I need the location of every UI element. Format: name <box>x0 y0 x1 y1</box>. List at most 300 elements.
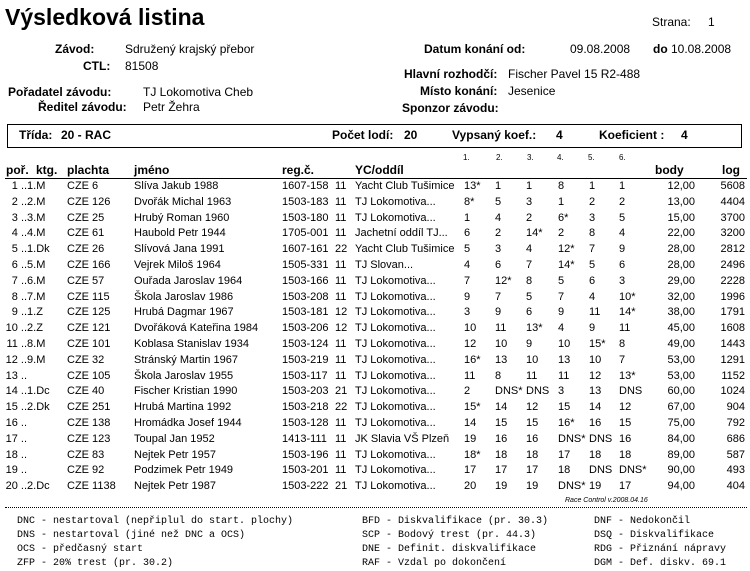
col-log: log <box>722 163 740 177</box>
cell-plachta: CZE 26 <box>67 243 105 256</box>
cell-por: 19 . <box>5 464 24 477</box>
cell-race-6: 4 <box>619 227 626 240</box>
cell-race-5: 10 <box>589 353 602 366</box>
cell-yc: Yacht Club Tušimice <box>355 180 455 192</box>
table-row <box>0 370 750 387</box>
cell-plachta: CZE 6 <box>67 180 99 192</box>
cell-race-4: 5 <box>558 274 565 287</box>
table-row <box>0 212 750 229</box>
cell-jmeno: Podzimek Petr 1949 <box>134 464 234 477</box>
cell-race-1: 1 <box>464 211 471 224</box>
cell-body: 84,00 <box>667 432 695 445</box>
legend-item: BFD - Diskvalifikace (pr. 30.3) <box>362 516 549 527</box>
trida-value: 20 - RAC <box>61 128 112 142</box>
datum-do-label: do <box>653 42 668 56</box>
cell-race-3: 14* <box>526 227 543 240</box>
cell-jmeno: Dvořáková Kateřina 1984 <box>134 322 259 335</box>
cell-body: 32,00 <box>667 290 695 303</box>
cell-race-3: 3 <box>526 195 533 208</box>
cell-body: 67,00 <box>667 401 695 414</box>
cell-race-5: 3 <box>589 211 596 224</box>
cell-yc: TJ Lokomotiva... <box>355 480 436 493</box>
cell-race-4: 12* <box>558 243 575 256</box>
col-plachta: plachta <box>67 163 110 177</box>
race-6-number: 6. <box>619 153 626 162</box>
cell-race-5: DNS <box>589 464 613 477</box>
cell-body: 90,00 <box>667 464 695 477</box>
legend-item: DNE - Definit. diskvalifikace <box>362 544 537 555</box>
cell-body: 38,00 <box>667 306 695 319</box>
rozhodci-label: Hlavní rozhodčí: <box>404 67 498 81</box>
cell-reg-category: 11 <box>335 417 347 429</box>
cell-race-2: 13 <box>495 353 508 366</box>
cell-race-2: 12* <box>495 274 512 287</box>
cell-race-2: 10 <box>495 338 508 350</box>
cell-race-1: 6 <box>464 227 471 240</box>
ctl-label: CTL: <box>83 59 111 73</box>
cell-yc: TJ Lokomotiva... <box>355 464 436 477</box>
cell-race-5: 19 <box>589 480 602 493</box>
cell-por: 12 . <box>5 353 24 366</box>
cell-por: 3 . <box>11 211 24 224</box>
cell-log: 1996 <box>720 290 745 303</box>
vypsany-value: 4 <box>556 128 563 142</box>
cell-por: 4 . <box>11 227 24 240</box>
cell-race-5: 12 <box>589 369 602 382</box>
cell-reg: 1503-181 <box>282 306 329 319</box>
cell-race-6: 17 <box>619 480 632 493</box>
cell-reg-category: 22 <box>335 243 348 256</box>
cell-race-5: 9 <box>589 322 596 335</box>
cell-race-6: 13* <box>619 369 636 382</box>
page-number <box>652 15 715 29</box>
cell-ktg: .7.M <box>24 290 46 303</box>
table-row <box>0 417 750 434</box>
cell-race-5: 11 <box>589 306 601 319</box>
table-row <box>0 180 750 197</box>
cell-por: 1 . <box>11 180 24 192</box>
cell-plachta: CZE 57 <box>67 274 105 287</box>
cell-race-3: 17 <box>526 464 539 477</box>
page-title: Výsledková listina <box>5 4 205 30</box>
cell-ktg: . <box>24 417 28 429</box>
cell-reg-category: 11 <box>335 448 347 461</box>
cell-reg-category: 11 <box>335 211 347 224</box>
header-divider <box>5 178 747 179</box>
cell-race-2: 16 <box>495 432 508 445</box>
cell-jmeno: Škola Jaroslav 1955 <box>134 369 234 382</box>
cell-body: 28,00 <box>667 259 695 271</box>
cell-yc: TJ Lokomotiva... <box>355 338 436 350</box>
cell-race-6: 6 <box>619 259 626 271</box>
cell-por: 15 . <box>5 401 24 414</box>
cell-race-6: 7 <box>619 353 626 366</box>
cell-race-6: 3 <box>619 274 626 287</box>
cell-race-4: DNS* <box>558 480 586 493</box>
cell-race-5: DNS <box>589 432 613 445</box>
cell-race-1: 12 <box>464 338 477 350</box>
cell-por: 17 . <box>5 432 24 445</box>
cell-ktg: .1.Dc <box>24 385 50 398</box>
cell-log: 1152 <box>721 369 745 382</box>
legend-item: SCP - Bodový trest (pr. 44.3) <box>362 530 537 541</box>
cell-jmeno: Toupal Jan 1952 <box>134 432 215 445</box>
cell-jmeno: Hromádka Josef 1944 <box>134 417 242 429</box>
cell-yc: TJ Lokomotiva... <box>355 211 436 224</box>
cell-race-6: 5 <box>619 211 626 224</box>
cell-race-3: 13* <box>526 322 543 335</box>
cell-race-4: 4 <box>558 322 565 335</box>
cell-race-3: 10 <box>526 353 539 366</box>
cell-por: 6 . <box>11 259 24 271</box>
cell-race-2: 15 <box>495 417 508 429</box>
cell-race-5: 18 <box>589 448 602 461</box>
cell-body: 22,00 <box>667 227 695 240</box>
datum-label: Datum konání od: <box>424 42 526 56</box>
legend-column-2 <box>362 515 548 571</box>
cell-race-2: 6 <box>495 259 502 271</box>
cell-race-4: 11 <box>558 369 570 382</box>
cell-log: 4404 <box>720 195 745 208</box>
race-4-number: 4. <box>557 153 564 162</box>
cell-race-1: 2 <box>464 385 471 398</box>
cell-jmeno: Ouřada Jaroslav 1964 <box>134 274 243 287</box>
cell-race-2: 18 <box>495 448 508 461</box>
cell-race-4: 9 <box>558 306 565 319</box>
cell-race-4: 17 <box>558 448 571 461</box>
cell-race-6: 14* <box>619 306 636 319</box>
koef-label: Koeficient : <box>599 128 665 142</box>
datum-do-value: 10.08.2008 <box>671 42 732 56</box>
col-ktg: ktg. <box>36 163 58 177</box>
cell-log: 904 <box>726 401 745 414</box>
pocet-value: 20 <box>404 128 418 142</box>
cell-plachta: CZE 25 <box>67 211 105 224</box>
cell-yc: Jachetní oddíl TJ... <box>355 227 448 240</box>
cell-body: 53,00 <box>667 353 695 366</box>
cell-race-1: 7 <box>464 274 471 287</box>
cell-ktg: . <box>24 464 28 477</box>
cell-yc: TJ Lokomotiva... <box>355 448 436 461</box>
cell-reg-category: 11 <box>335 195 347 208</box>
cell-race-4: 8 <box>558 180 565 192</box>
cell-race-5: 5 <box>589 259 596 271</box>
cell-reg-category: 21 <box>335 385 348 398</box>
table-row <box>0 433 750 450</box>
cell-ktg: . <box>24 448 28 461</box>
cell-plachta: CZE 121 <box>67 322 111 335</box>
cell-log: 1443 <box>720 338 745 350</box>
cell-reg-category: 11 <box>335 369 347 382</box>
cell-race-1: 9 <box>464 290 471 303</box>
legend-item: RDG - Přiznání nápravy <box>594 544 727 555</box>
zavod-value: Sdružený krajský přebor <box>125 42 255 56</box>
cell-race-4: 6* <box>558 211 569 224</box>
cell-race-1: 10 <box>464 322 477 335</box>
cell-por: 8 . <box>11 290 24 303</box>
col-body: body <box>655 163 684 177</box>
cell-body: 53,00 <box>667 369 695 382</box>
cell-race-5: 13 <box>589 385 602 398</box>
footer-divider <box>5 507 747 508</box>
cell-log: 1024 <box>720 385 745 398</box>
table-row <box>0 385 750 402</box>
cell-reg: 1503-206 <box>282 322 329 335</box>
cell-race-6: 10* <box>619 290 636 303</box>
cell-race-2: 14 <box>495 401 508 414</box>
cell-por: 10 . <box>5 322 24 335</box>
cell-race-5: 1 <box>589 180 596 192</box>
cell-race-2: 2 <box>495 227 502 240</box>
cell-ktg: .2.Dc <box>24 480 50 493</box>
cell-yc: TJ Lokomotiva... <box>355 274 436 287</box>
cell-por: 7 . <box>11 274 24 287</box>
table-row <box>0 196 750 213</box>
cell-reg: 1503-196 <box>282 448 329 461</box>
cell-reg-category: 22 <box>335 401 348 414</box>
cell-log: 2496 <box>720 259 745 271</box>
cell-ktg: .4.M <box>24 227 46 240</box>
cell-race-6: 2 <box>619 195 626 208</box>
cell-race-6: 15 <box>619 417 632 429</box>
cell-plachta: CZE 1138 <box>67 480 116 493</box>
cell-plachta: CZE 138 <box>67 417 111 429</box>
cell-race-6: 8 <box>619 338 626 350</box>
table-row <box>0 354 750 371</box>
cell-jmeno: Hrubá Martina 1992 <box>134 401 232 414</box>
cell-race-4: 14* <box>558 259 575 271</box>
cell-race-6: 12 <box>619 401 632 414</box>
cell-body: 49,00 <box>667 338 695 350</box>
cell-ktg: . <box>24 432 28 445</box>
cell-ktg: .1.Dk <box>24 243 50 256</box>
cell-race-1: 3 <box>464 306 471 319</box>
cell-race-2: 5 <box>495 195 502 208</box>
cell-reg-category: 11 <box>335 180 347 192</box>
cell-body: 13,00 <box>667 195 695 208</box>
cell-race-1: 5 <box>464 243 471 256</box>
cell-ktg: .2.Z <box>24 322 43 335</box>
cell-race-1: 15* <box>464 401 481 414</box>
race-control-version: Race Control v.2008.04.16 <box>565 497 648 504</box>
cell-race-1: 13* <box>464 180 481 192</box>
race-5-number: 5. <box>588 153 595 162</box>
cell-race-4: 18 <box>558 464 571 477</box>
cell-reg: 1503-218 <box>282 401 329 414</box>
cell-reg-category: 12 <box>335 306 348 319</box>
cell-race-1: 8* <box>464 195 475 208</box>
cell-reg: 1503-124 <box>282 338 329 350</box>
cell-ktg: . <box>24 369 28 382</box>
table-row <box>0 322 750 339</box>
cell-por: 16 . <box>5 417 24 429</box>
cell-race-5: 15* <box>589 338 606 350</box>
koef-value: 4 <box>681 128 688 142</box>
cell-race-6: 18 <box>619 448 632 461</box>
page-value: 1 <box>708 15 715 29</box>
cell-jmeno: Vejrek Miloš 1964 <box>134 259 221 271</box>
cell-race-3: 7 <box>526 259 533 271</box>
poradatel-label: Pořadatel závodu: <box>8 85 112 99</box>
cell-body: 45,00 <box>667 322 695 335</box>
legend-item: DNF - Nedokončil <box>594 516 691 527</box>
col-jmeno: jméno <box>134 163 170 177</box>
cell-reg: 1413-111 <box>282 432 327 445</box>
sponzor-label: Sponzor závodu: <box>402 101 499 115</box>
cell-body: 15,00 <box>667 211 695 224</box>
cell-race-2: 4 <box>495 211 502 224</box>
cell-body: 12,00 <box>667 180 695 192</box>
legend-item: DNC - nestartoval (nepřiplul do start. plochy) <box>17 516 294 527</box>
cell-race-1: 14 <box>464 417 477 429</box>
cell-race-2: 9 <box>495 306 502 319</box>
cell-body: 89,00 <box>667 448 695 461</box>
cell-plachta: CZE 92 <box>67 464 105 477</box>
cell-race-1: 16* <box>464 353 481 366</box>
datum-od-value: 09.08.2008 <box>570 42 631 56</box>
cell-race-6: 9 <box>619 243 626 256</box>
table-row <box>0 227 750 244</box>
cell-race-4: 1 <box>558 195 565 208</box>
legend-item: DNS - nestartoval (jiné než DNC a OCS) <box>17 530 246 541</box>
rozhodci-value: Fischer Pavel 15 R2-488 <box>508 67 641 81</box>
cell-race-2: 1 <box>495 180 502 192</box>
legend-item: OCS - předčasný start <box>17 544 144 555</box>
cell-race-5: 2 <box>589 195 596 208</box>
cell-jmeno: Škola Jaroslav 1986 <box>134 290 234 303</box>
cell-reg: 1503-208 <box>282 290 329 303</box>
cell-race-2: 17 <box>495 464 508 477</box>
cell-yc: TJ Lokomotiva... <box>355 306 436 319</box>
cell-race-5: 16 <box>589 417 602 429</box>
cell-reg-category: 11 <box>335 274 347 287</box>
col-reg: reg.č. <box>282 163 315 177</box>
cell-por: 11 . <box>6 338 24 350</box>
cell-plachta: CZE 115 <box>67 290 110 303</box>
cell-jmeno: Hrubá Dagmar 1967 <box>134 306 234 319</box>
cell-race-4: 15 <box>558 401 571 414</box>
pocet-label: Počet lodí: <box>332 128 394 142</box>
race-1-number: 1. <box>463 153 470 162</box>
cell-plachta: CZE 101 <box>67 338 111 350</box>
cell-race-5: 8 <box>589 227 596 240</box>
cell-log: 493 <box>726 464 745 477</box>
cell-race-3: 12 <box>526 401 539 414</box>
cell-race-3: 9 <box>526 338 533 350</box>
legend-item: ZFP - 20% trest (pr. 30.2) <box>17 558 174 569</box>
cell-yc: JK Slavia VŠ Plzeň <box>355 432 450 445</box>
table-row <box>0 338 750 355</box>
page-label: Strana: <box>652 15 691 29</box>
cell-race-4: DNS* <box>558 432 586 445</box>
cell-log: 404 <box>726 480 745 493</box>
cell-race-3: 15 <box>526 417 539 429</box>
cell-yc: TJ Lokomotiva... <box>355 290 436 303</box>
cell-race-3: 2 <box>526 211 533 224</box>
cell-por: 14 . <box>5 385 24 398</box>
col-yc: YC/oddíl <box>355 163 404 177</box>
cell-race-5: 4 <box>589 290 596 303</box>
cell-body: 94,00 <box>667 480 695 493</box>
cell-race-3: 11 <box>526 369 538 382</box>
cell-jmeno: Nejtek Petr 1957 <box>134 448 216 461</box>
cell-race-6: 1 <box>619 180 626 192</box>
cell-ktg: .2.M <box>24 195 46 208</box>
cell-por: 18 . <box>5 448 24 461</box>
cell-log: 2228 <box>720 274 745 287</box>
cell-race-3: 19 <box>526 480 539 493</box>
table-row <box>0 306 750 323</box>
cell-race-2: 7 <box>495 290 502 303</box>
cell-body: 75,00 <box>667 417 695 429</box>
cell-reg: 1503-222 <box>282 480 329 493</box>
cell-reg: 1503-219 <box>282 353 329 366</box>
cell-race-5: 7 <box>589 243 596 256</box>
cell-plachta: CZE 61 <box>67 227 105 240</box>
cell-yc: Yacht Club Tušimice <box>355 243 455 256</box>
cell-reg: 1503-201 <box>282 464 329 477</box>
cell-reg: 1503-128 <box>282 417 329 429</box>
cell-race-4: 3 <box>558 385 565 398</box>
cell-race-2: 19 <box>495 480 508 493</box>
cell-reg: 1705-001 <box>282 227 329 240</box>
cell-log: 686 <box>726 432 745 445</box>
cell-por: 5 . <box>11 243 24 256</box>
cell-ktg: .1.Z <box>24 306 43 319</box>
cell-reg-category: 11 <box>335 432 347 445</box>
cell-yc: TJ Lokomotiva... <box>355 195 436 208</box>
cell-plachta: CZE 32 <box>67 353 105 366</box>
cell-plachta: CZE 83 <box>67 448 105 461</box>
cell-por: 2 . <box>11 195 24 208</box>
table-row <box>0 449 750 466</box>
cell-log: 3700 <box>720 211 745 224</box>
cell-yc: TJ Slovan... <box>355 259 414 271</box>
cell-race-4: 13 <box>558 353 571 366</box>
cell-race-3: 1 <box>526 180 533 192</box>
cell-yc: TJ Lokomotiva... <box>355 322 436 335</box>
cell-reg-category: 11 <box>335 353 347 366</box>
race-3-number: 3. <box>527 153 534 162</box>
cell-race-2: 3 <box>495 243 502 256</box>
cell-yc: TJ Lokomotiva... <box>355 401 436 414</box>
cell-jmeno: Stránský Martin 1967 <box>134 353 238 366</box>
trida-label: Třída: <box>19 128 53 142</box>
cell-race-3: 6 <box>526 306 533 319</box>
cell-race-1: 17 <box>464 464 477 477</box>
cell-ktg: .5.M <box>24 259 46 271</box>
table-row <box>0 275 750 292</box>
cell-jmeno: Nejtek Petr 1987 <box>134 480 216 493</box>
cell-race-6: 11 <box>619 322 631 335</box>
cell-yc: TJ Lokomotiva... <box>355 353 436 366</box>
cell-log: 792 <box>726 417 745 429</box>
table-row <box>0 401 750 418</box>
cell-race-4: 7 <box>558 290 565 303</box>
cell-log: 587 <box>726 448 745 461</box>
cell-por: 9 . <box>11 306 24 319</box>
cell-reg-category: 21 <box>335 480 348 493</box>
cell-race-6: DNS <box>619 385 643 398</box>
cell-plachta: CZE 40 <box>67 385 105 398</box>
cell-race-3: 4 <box>526 243 533 256</box>
cell-por: 20 . <box>5 480 24 493</box>
legend-item: RAF - Vzdal po dokončení <box>362 558 507 569</box>
legend-column-3 <box>594 515 726 571</box>
cell-ktg: .8.M <box>24 338 46 350</box>
cell-race-2: DNS* <box>495 385 523 398</box>
cell-race-2: 8 <box>495 369 502 382</box>
